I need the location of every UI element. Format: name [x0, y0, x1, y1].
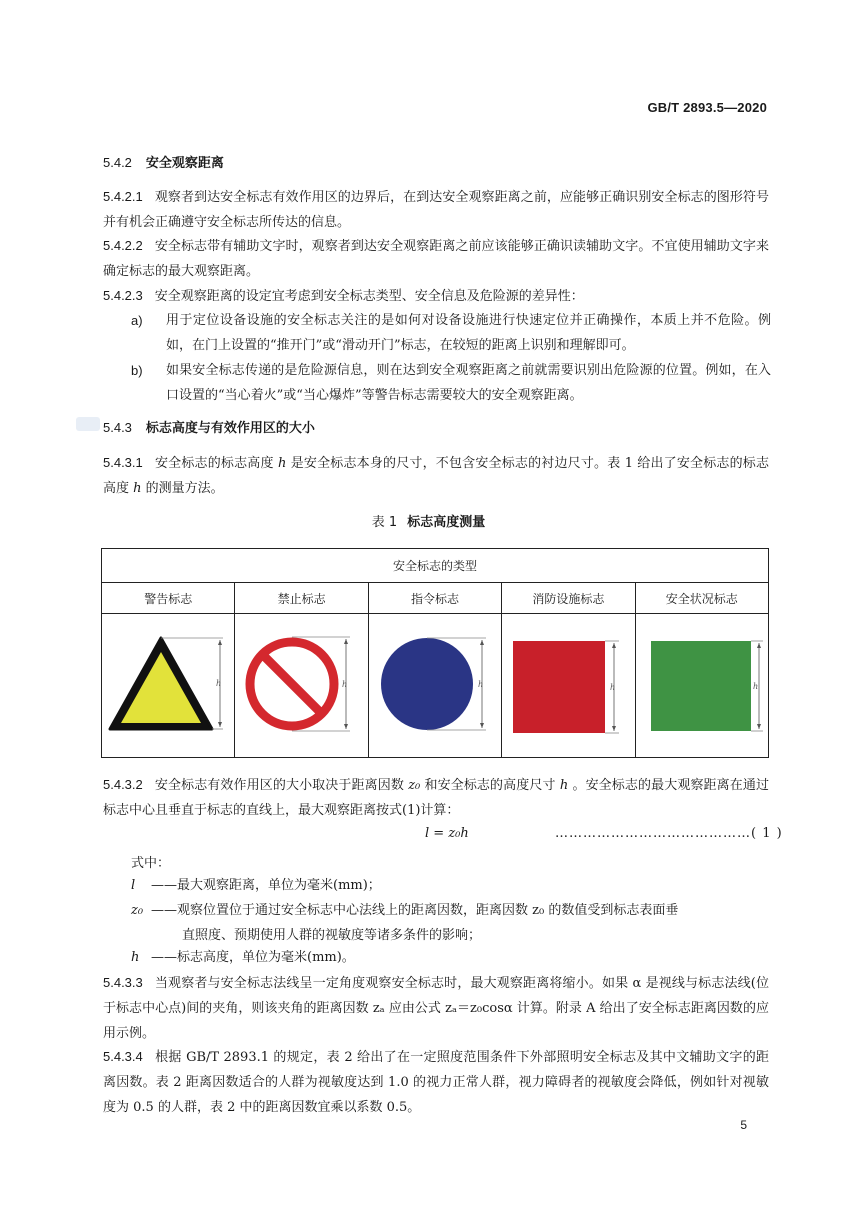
var-text-cont: 直照度、预期使用人群的视敏度等诸多条件的影响； — [182, 928, 482, 943]
list-marker: b) — [131, 363, 143, 378]
var-h — [131, 945, 771, 970]
clause-5-4-3-4 — [103, 1044, 769, 1120]
var-l — [131, 873, 771, 898]
cell-warning — [102, 614, 235, 758]
dim-label-h: h — [610, 683, 616, 692]
clause-number: 5.4.3.1 — [103, 455, 143, 470]
var-text: ——标志高度，单位为毫米(mm)。 — [151, 950, 355, 965]
formula-label: ( 1 ) — [751, 826, 783, 841]
table-number: 表 1 — [371, 515, 398, 530]
clause-5-4-3-2 — [103, 772, 769, 823]
clause-number: 5.4.3.3 — [103, 975, 143, 990]
var-text: ——观察位置位于通过安全标志中心法线上的距离因数，距离因数 z₀ 的数值受到标志表面垂 — [151, 903, 679, 918]
cell-prohibition — [235, 614, 368, 758]
formula-1: l = z₀h — [425, 826, 469, 841]
col-prohibition: 禁止标志 — [235, 583, 368, 614]
clause-number: 5.4.2.3 — [103, 288, 143, 303]
clause-5-4-3-1 — [103, 450, 769, 501]
list-item-text: 用于定位设备设施的安全标志关注的是如何对设备设施进行快速定位并正确操作，本质上并不危险。例如，在门上设置的“推开门”或“滑动开门”标志，在较短的距离上识别和理解即可。 — [166, 313, 771, 353]
section-heading-5-4-2 — [103, 152, 224, 171]
clause-number: 5.4.2.1 — [103, 189, 143, 204]
clause-text: 观察者到达安全标志有效作用区的边界后，在到达安全观察距离之前，应能够正确识别安全标志的图形符号并有机会正确遵守安全标志所传达的信息。 — [103, 190, 769, 230]
section-title: 标志高度与有效作用区的大小 — [145, 421, 315, 436]
clause-5-4-2-1 — [103, 184, 769, 235]
clause-number: 5.4.3.2 — [103, 777, 143, 792]
list-marker: a) — [131, 313, 143, 328]
symbol-h: h — [133, 481, 142, 496]
cell-safe — [635, 614, 768, 758]
dim-label-h: h — [477, 680, 484, 689]
clause-text: 安全观察距离的设定宜考虑到安全标志类型、安全信息及危险源的差异性： — [154, 289, 584, 304]
safe-condition-sign-icon — [637, 614, 767, 754]
var-text: ——最大观察距离，单位为毫米(mm)； — [151, 878, 381, 893]
list-item-text: 如果安全标志传递的是危险源信息，则在达到安全观察距离之前就需要识别出危险源的位置。例如，在入口设置的“当心着火”或“当心爆炸”等警告标志需要较大的安全观察距离。 — [166, 363, 771, 403]
var-symbol: l — [131, 878, 136, 893]
symbol-h: h — [277, 456, 287, 471]
formula-number — [555, 826, 783, 841]
clause-text: 是安全标志本身的尺寸，不包含安全标志的衬边尺寸。表 1 给出了安全标志的标志高度 — [103, 456, 769, 496]
var-symbol: z₀ — [131, 903, 144, 918]
clause-text: 当观察者与安全标志法线呈一定角度观察安全标志时，最大观察距离将缩小。如果 α 是视线与标志法线(位于标志中心点)间的夹角，则该夹角的距离因数 zₐ 应由公式 zₐ＝z₀cosα 计算。附录 A 给出了安全标志距离因数的应用示例。 — [103, 976, 769, 1041]
table-title: 标志高度测量 — [407, 515, 486, 530]
dim-label-h: h — [752, 682, 758, 691]
clause-text: 根据 GB/T 2893.1 的规定，表 2 给出了在一定照度范围条件下外部照明安全标志及其中文辅助文字的距离因数。表 2 距离因数适合的人群为视敏度达到 1.0 的视力正常人群，视力障碍者的视敏度会降低，例如针对视敏度为 0.5 的人群，表 2 中的距离因数宜乘以系数 0.5。 — [103, 1050, 769, 1115]
col-safe: 安全状况标志 — [635, 583, 768, 614]
clause-5-4-2-3 — [103, 283, 769, 309]
page-number: 5 — [740, 1118, 747, 1132]
section-heading-5-4-3 — [103, 417, 315, 436]
cell-fire — [502, 614, 635, 758]
where-label: 式中： — [131, 856, 171, 871]
col-warning: 警告标志 — [102, 583, 235, 614]
section-number: 5.4.3 — [103, 420, 132, 435]
clause-text: 安全标志带有辅助文字时，观察者到达安全观察距离之前应该能够正确识读辅助文字。不宜使用辅助文字来确定标志的最大观察距离。 — [103, 239, 769, 279]
var-z0 — [131, 898, 771, 948]
clause-number: 5.4.2.2 — [103, 238, 143, 253]
warning-sign-icon — [103, 614, 233, 754]
list-item-a — [131, 308, 771, 358]
clause-text: 。安全标志的最大观察距离在通过标志中心且垂直于标志的直线上，最大观察距离按式(1)计算： — [103, 778, 769, 818]
clause-5-4-3-3 — [103, 970, 769, 1046]
margin-stamp — [76, 417, 100, 431]
var-symbol: h — [131, 950, 140, 965]
table-header: 安全标志的类型 — [102, 549, 769, 583]
fire-equipment-sign-icon — [503, 614, 633, 754]
clause-number: 5.4.3.4 — [103, 1049, 143, 1064]
list-item-b — [131, 358, 771, 408]
sign-height-table — [101, 548, 769, 758]
clause-text: 安全标志有效作用区的大小取决于距离因数 — [154, 778, 404, 793]
section-number: 5.4.2 — [103, 155, 132, 170]
prohibition-sign-icon — [237, 614, 367, 754]
formula-leader: …………………………………… — [555, 826, 751, 841]
symbol-h: h — [559, 778, 569, 793]
col-mandatory: 指令标志 — [368, 583, 501, 614]
standard-code: GB/T 2893.5—2020 — [647, 100, 767, 115]
clause-text: 和安全标志的高度尺寸 — [424, 778, 556, 793]
clause-text: 的测量方法。 — [145, 481, 224, 496]
col-fire: 消防设施标志 — [502, 583, 635, 614]
clause-text: 安全标志的标志高度 — [154, 456, 274, 471]
table-caption — [0, 511, 857, 530]
dim-label-h: h — [341, 680, 347, 689]
section-title: 安全观察距离 — [145, 156, 224, 171]
dim-label-h: h — [216, 679, 222, 688]
clause-5-4-2-2 — [103, 233, 769, 284]
cell-mandatory — [368, 614, 501, 758]
mandatory-sign-icon — [370, 614, 500, 754]
symbol-z0: z₀ — [408, 778, 421, 793]
